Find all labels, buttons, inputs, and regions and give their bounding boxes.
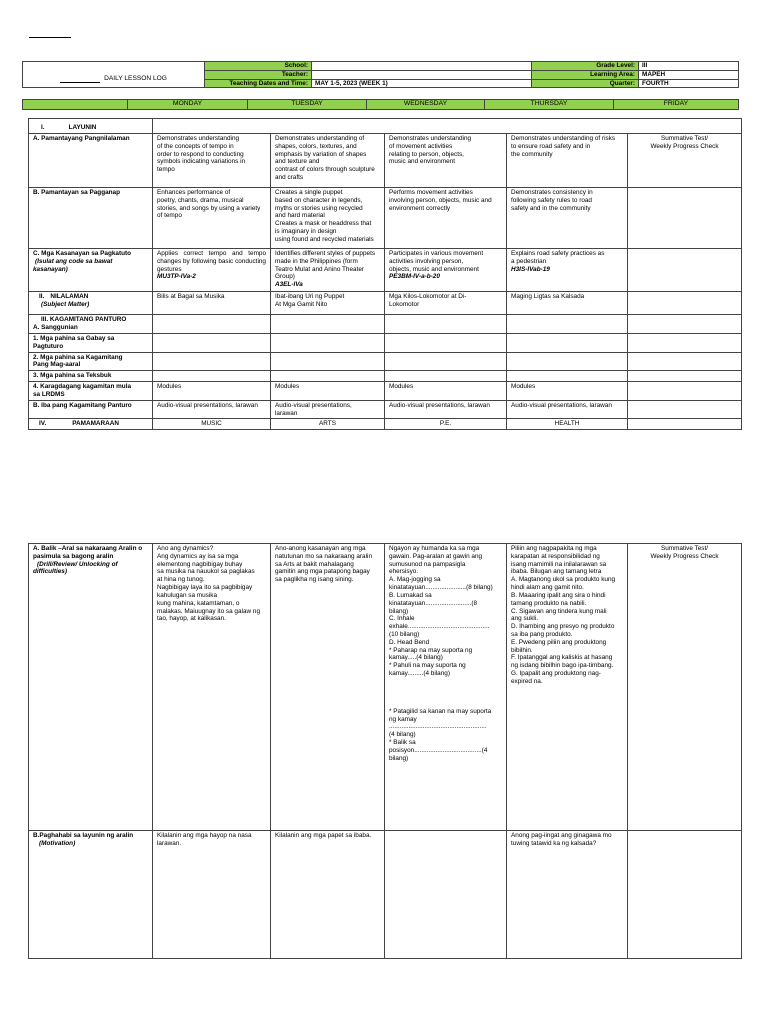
content-friday (628, 292, 742, 315)
references-label: A. Sanggunian (33, 323, 78, 331)
procedure-music: MUSIC (153, 419, 271, 430)
content-tuesday: Ibat-ibang Uri ng Puppet At Mga Gamit Nito (271, 292, 385, 315)
review-thursday: Piliin ang nagpapakita ng mga karapatan at responsibilidad ng isang mamimili na inilalarawan sa ibaba. Bilugan ang tamang letra A. Magtanong ukol sa produkto kung hindi alam ang gamit nito. B. Maaaring ipalit ang sira o hindi tamang produkto na nabili. C. Sigawan ang tindera kung mali ang sukli. D. Ihambing ang presyo ng produkto sa iba pang produkto. E. Pwedeng piliin ang produktong bibilhin. F. Ipatanggal ang kaliskis at hasang ng isdang bibilhin bago ipa-timbang. G. Ipapalit ang produktong nag- expired na. (507, 544, 628, 831)
motivation-label-cell (29, 831, 153, 959)
other-resources-monday: Audio-visual presentations, larawan (153, 400, 271, 419)
resources-heading: KAGAMITANG PANTURO (49, 316, 127, 323)
content-thursday: Maging Ligtas sa Kalsada (507, 292, 628, 315)
procedure-health: HEALTH (507, 419, 628, 430)
grade-label: Grade Level: (532, 62, 639, 71)
other-resources-label: B. Iba pang Kagamitang Panturo (29, 400, 153, 419)
content-label-cell: II. NILALAMAN (Subject Matter) (29, 292, 153, 315)
competency-code-thursday: H3IS-IVab-19 (511, 265, 550, 273)
motivation-wednesday (385, 831, 507, 959)
header-table (22, 61, 739, 88)
exercise-line: * Pahuli na may suporta ng (389, 662, 466, 670)
content-standard-monday: Demonstrates understanding of the concepts of tempo in order to respond to conducting symbols indicating variations in tempo (153, 134, 271, 188)
other-resources-wednesday: Audio-visual presentations, larawan (385, 400, 507, 419)
motivation-monday: Kilalanin ang mga hayop na nasa larawan. (153, 831, 271, 959)
other-resources-tuesday: Audio-visual presentations, larawan (271, 400, 385, 419)
area-value: MAPEH (639, 70, 739, 79)
day-wednesday: WEDNESDAY (367, 100, 485, 110)
exercise-line: exhale.............................................. (389, 623, 490, 631)
section1-heading-fill (153, 119, 742, 134)
review-tuesday: Ano-anong kasanayan ang mga natutunan mo sa nakaraang aralin sa Arts at bakit mahalagang gamitin ang mga patapong bagay sa paglikha ng isang sining. (271, 544, 385, 831)
exercise-line: B. Lumakad sa (389, 591, 432, 599)
competency-code-wednesday: PE3BM-IV-a-b-20 (389, 273, 440, 281)
procedure-arts: ARTS (271, 419, 385, 430)
exercise-line: posisyon......................................(4 (389, 746, 488, 754)
days-blank (23, 100, 128, 110)
learner-materials-label: 2. Mga pahina sa Kagamitang Pang Mag-aaral (29, 352, 153, 371)
exercise-line: kamay.....(4 bilang) (389, 654, 443, 662)
exercise-line: (10 bilang) (389, 630, 420, 638)
quarter-label: Quarter: (532, 79, 639, 88)
lrdms-wednesday: Modules (385, 382, 507, 401)
days-bar (22, 99, 739, 110)
lrdms-label: 4. Karagdagang kagamitan mula sa LRDMS (29, 382, 153, 401)
competencies-tuesday: Identifies different styles of puppets made in the Philippines (form Teatro Mulat and Anino Theater Group) A3EL-IVa (271, 249, 385, 292)
motivation-tuesday: Kilalanin ang mga papet sa ibaba. (271, 831, 385, 959)
competencies-sub: (Isulat ang code sa bawat kasanayan) (33, 257, 113, 273)
performance-standard-tuesday: Creates a single puppet based on character in legends, myths or stories using recycled and hard material Creates a mask or headdress that is imaginary in design using found and recycled materials (271, 188, 385, 249)
content-standard-friday: Summative Test/ Weekly Progress Check (628, 134, 742, 188)
doc-title: DAILY LESSON LOG (104, 74, 167, 82)
header-title-cell (23, 62, 205, 88)
exercise-line: * Patagilid sa kanan na may suporta (389, 707, 492, 715)
day-monday: MONDAY (128, 100, 248, 110)
content-label: NILALAMAN (50, 293, 89, 300)
performance-standard-label: B. Pamantayan sa Pagganap (29, 188, 153, 249)
motivation-sub: (Motivation) (39, 839, 76, 847)
competencies-label: C. Mga Kasanayan sa Pagkatuto (33, 250, 132, 257)
section1-heading: I. LAYUNIN (29, 119, 153, 134)
procedure-heading: IV. PAMAMARAAN (29, 419, 153, 430)
quarter-value: FOURTH (639, 79, 739, 88)
textbook-label: 3. Mga pahina sa Teksbuk (29, 371, 153, 382)
content-standard-tuesday: Demonstrates understanding of shapes, colors, textures, and emphasis by variation of shapes and texture and contrast of colors through sculpture and crafts (271, 134, 385, 188)
exercise-line: bilang) (389, 754, 409, 762)
performance-standard-monday: Enhances performance of poetry, chants, drama, musical stories, and songs by using a variety of tempo (153, 188, 271, 249)
other-resources-thursday: Audio-visual presentations, larawan (507, 400, 628, 419)
exercise-line: C. Inhale (389, 615, 415, 623)
teacher-guide-label: 1. Mga pahina sa Gabay sa Pagtuturo (29, 334, 153, 353)
lesson-table-continued (28, 543, 742, 959)
performance-standard-wednesday: Performs movement activities involving person, objects, music and environment correctly (385, 188, 507, 249)
day-friday: FRIDAY (614, 100, 739, 110)
lrdms-thursday: Modules (507, 382, 628, 401)
review-sub: (Drill/Review/ Unlocking of difficulties) (33, 560, 118, 576)
competencies-label-cell (29, 249, 153, 292)
competency-code-monday: MU3TP-IVa-2 (157, 273, 196, 281)
lrdms-tuesday: Modules (271, 382, 385, 401)
motivation-thursday: Anong pag-iingat ang ginagawa mo tuwing tatawid ka ng kalsada? (507, 831, 628, 959)
resources-label-cell: III. KAGAMITANG PANTURO A. Sanggunian (29, 315, 153, 334)
top-underline (29, 37, 71, 38)
review-label-cell (29, 544, 153, 831)
review-friday: Summative Test/ Weekly Progress Check (628, 544, 742, 831)
content-standard-label: A. Pamantayang Pangnilalaman (29, 134, 153, 188)
competencies-monday: Applies correct tempo and tempo changes by following basic conducting gestures MU3TP-IVa-2 (153, 249, 271, 292)
exercise-line: (4 bilang) (389, 731, 416, 739)
review-wednesday: Ngayon ay humanda ka sa mga gawain. Pag-aralan at gawin ang sumusunod na pampasigla ehersisyo. A. Mag-jogging sa kinatatayuan.......................(8 bilang) B. Lumakad sa kinatatayuan..........................(8 bilang) C. Inhale exhale.............................................. (10 bilang) D. Head Bend * Paharap na may suporta ng kamay.....(4 bilang) * Pahuli na may suporta ng kamay.........(4 bilang) * Patagilid sa kanan na may suporta ng kamay ....................................................... (4 bilang) * Balik sa posisyon......................................(4 bilang) (385, 544, 507, 831)
lesson-table (28, 118, 742, 430)
exercise-line: ng kamay (389, 715, 417, 723)
review-monday: Ano ang dynamics? Ang dynamics ay isa sa mga elementong nagbibigay buhay sa musika na nauukol sa paglakas at hina ng tunog. Nagbibigay laya ito sa pagbibigay kahulugan sa musika kung mahina, katamtaman, o malakas. Maiuugnay ito sa galaw ng tao, hayop, at kalikasan. (153, 544, 271, 831)
competencies-friday (628, 249, 742, 292)
exercise-line: * Paharap na may suporta ng (389, 646, 473, 654)
content-wednesday: Mga Kilos-Lokomotor at Di- Lokomotor (385, 292, 507, 315)
exercise-line: D. Head Bend (389, 638, 430, 646)
exercise-line: kinatatayuan..........................(8 (389, 599, 478, 607)
motivation-friday (628, 831, 742, 959)
content-monday: Bilis at Bagal sa Musika (153, 292, 271, 315)
dates-label: Teaching Dates and Time: (205, 79, 312, 88)
competencies-wednesday: Participates in various movement activities involving person, objects, music and environment PE3BM-IV-a-b-20 (385, 249, 507, 292)
day-tuesday: TUESDAY (248, 100, 367, 110)
exercise-line: kinatatayuan.......................(8 bilang) (389, 584, 493, 592)
teacher-label: Teacher: (205, 70, 312, 79)
exercise-line: bilang) (389, 607, 409, 615)
motivation-label: B.Paghahabi sa layunin ng aralin (33, 832, 134, 839)
content-standard-thursday: Demonstrates understanding of risks to ensure road safety and in the community (507, 134, 628, 188)
dates-value: MAY 1-5, 2023 (WEEK 1) (312, 79, 532, 88)
content-standard-wednesday: Demonstrates understanding of movement activities relating to person, objects, music and environment (385, 134, 507, 188)
exercise-line: * Balik sa (389, 739, 416, 747)
day-thursday: THURSDAY (485, 100, 614, 110)
lrdms-monday: Modules (153, 382, 271, 401)
school-value (312, 62, 532, 71)
grade-value: III (639, 62, 739, 71)
exercise-line: ....................................................... (389, 723, 487, 731)
exercise-line: kamay.........(4 bilang) (389, 670, 450, 677)
name-blank-line (60, 82, 100, 83)
performance-standard-thursday: Demonstrates consistency in following safety rules to road safety and in the community (507, 188, 628, 249)
performance-standard-friday (628, 188, 742, 249)
procedure-pe: P.E. (385, 419, 507, 430)
school-label: School: (205, 62, 312, 71)
teacher-value (312, 70, 532, 79)
content-sub: (Subject Matter) (41, 300, 90, 308)
review-label: A. Balik –Aral sa nakaraang Aralin o pasimula sa bagong aralin (33, 545, 143, 560)
competencies-thursday: Explains road safety practices as a pedestrian H3IS-IVab-19 (507, 249, 628, 292)
exercise-line: A. Mag-jogging sa (389, 576, 441, 584)
competency-code-tuesday: A3EL-IVa (275, 281, 303, 289)
area-label: Learning Area: (532, 70, 639, 79)
